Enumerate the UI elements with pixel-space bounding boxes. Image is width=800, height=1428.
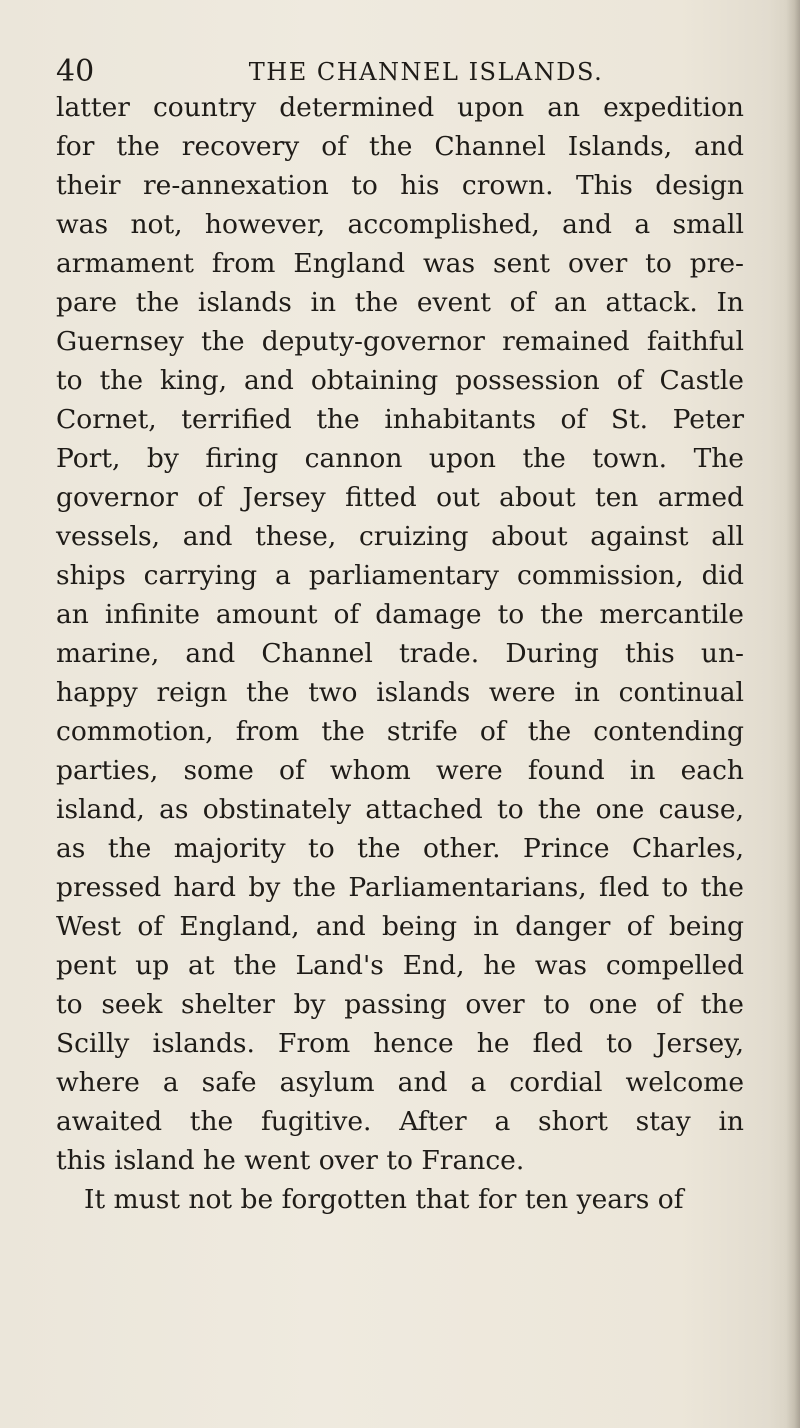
text-line: pent up at the Land's End, he was compelled bbox=[56, 950, 744, 981]
text-line: where a safe asylum and a cordial welcome bbox=[56, 1067, 744, 1098]
text-line: Cornet, terrified the inhabitants of St. Peter bbox=[56, 404, 744, 435]
text-line: to the king, and obtaining possession of Castle bbox=[56, 365, 744, 396]
text-line: for the recovery of the Channel Islands, and bbox=[56, 131, 744, 162]
text-line: was not, however, accomplished, and a small bbox=[56, 209, 744, 240]
text-line: latter country determined upon an expedition bbox=[56, 92, 744, 123]
text-line: governor of Jersey fitted out about ten armed bbox=[56, 482, 744, 513]
text-line: pare the islands in the event of an attack. In bbox=[56, 287, 744, 318]
text-line: as the majority to the other. Prince Charles, bbox=[56, 833, 744, 864]
page-edge-shadow bbox=[786, 0, 800, 1428]
text-line: to seek shelter by passing over to one of the bbox=[56, 989, 744, 1020]
text-line: island, as obstinately attached to the one cause, bbox=[56, 794, 744, 825]
text-line: Scilly islands. From hence he fled to Jersey, bbox=[56, 1028, 744, 1059]
paragraph-start-line: It must not be forgotten that for ten years of bbox=[84, 1184, 684, 1215]
running-head bbox=[56, 52, 746, 92]
page-number: 40 bbox=[56, 54, 95, 89]
text-line: pressed hard by the Parliamentarians, fled to the bbox=[56, 872, 744, 903]
text-line: awaited the fugitive. After a short stay in bbox=[56, 1106, 744, 1137]
text-line: vessels, and these, cruizing about against all bbox=[56, 521, 744, 552]
text-line: Port, by firing cannon upon the town. The bbox=[56, 443, 744, 474]
body-text bbox=[56, 88, 744, 1219]
text-line: Guernsey the deputy-governor remained faithful bbox=[56, 326, 744, 357]
running-title: THE CHANNEL ISLANDS. bbox=[248, 58, 604, 86]
text-line: this island he went over to France. bbox=[56, 1145, 525, 1176]
text-line: commotion, from the strife of the contending bbox=[56, 716, 744, 747]
text-line: their re-annexation to his crown. This design bbox=[56, 170, 744, 201]
text-line: marine, and Channel trade. During this un- bbox=[56, 638, 744, 669]
text-line: ships carrying a parliamentary commission, did bbox=[56, 560, 744, 591]
text-line: armament from England was sent over to pre- bbox=[56, 248, 744, 279]
text-line: happy reign the two islands were in continual bbox=[56, 677, 744, 708]
text-line: West of England, and being in danger of being bbox=[56, 911, 744, 942]
text-line: parties, some of whom were found in each bbox=[56, 755, 744, 786]
text-line: an infinite amount of damage to the mercantile bbox=[56, 599, 744, 630]
